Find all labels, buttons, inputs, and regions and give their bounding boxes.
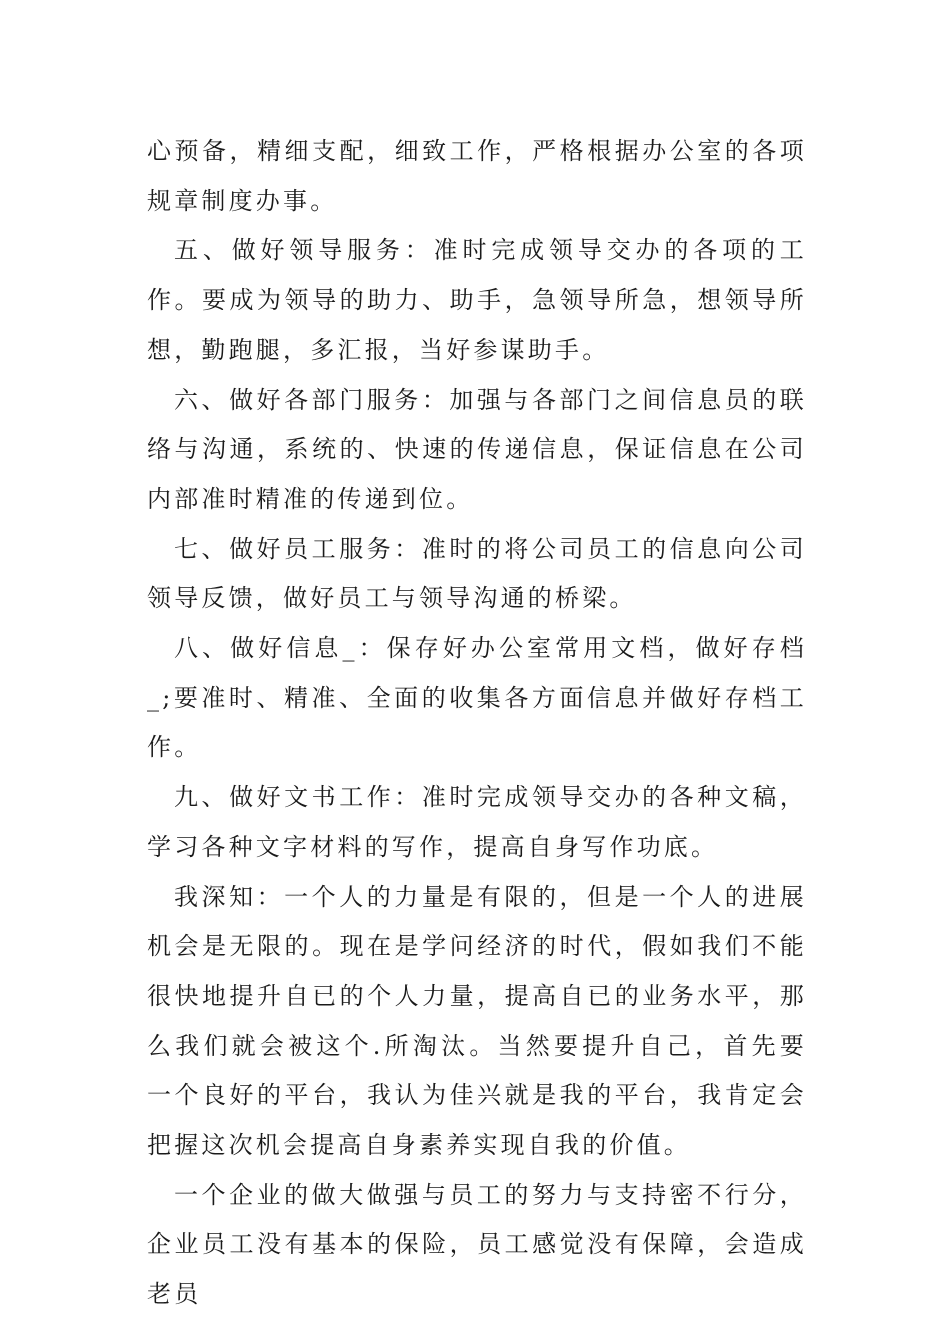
paragraph-8: 一个企业的做大做强与员工的努力与支持密不行分，企业员工没有基本的保险，员工感觉没有保障，会造成老员 <box>147 1180 807 1309</box>
paragraph-4: 七、做好员工服务：准时的将公司员工的信息向公司领导反馈，做好员工与领导沟通的桥梁。 <box>147 534 807 613</box>
paragraph-7: 我深知：一个人的力量是有限的，但是一个人的进展机会是无限的。现在是学问经济的时代，假如我们不能很快地提升自已的个人力量，提高自已的业务水平，那么我们就会被这个.所淘汰。当然要提升自己，首先要一个良好的平台，我认为佳兴就是我的平台，我肯定会把握这次机会提高自身素养实现自我的价值。 <box>147 882 807 1160</box>
paragraph-2: 五、做好领导服务：准时完成领导交办的各项的工作。要成为领导的助力、助手，急领导所急，想领导所想，勤跑腿，多汇报，当好参谋助手。 <box>147 236 807 364</box>
document-page <box>147 127 807 1320</box>
paragraph-6: 九、做好文书工作：准时完成领导交办的各种文稿，学习各种文字材料的写作，提高自身写作功底。 <box>147 783 807 861</box>
paragraph-5: 八、做好信息_：保存好办公室常用文档，做好存档_;要准时、精准、全面的收集各方面信息并做好存档工作。 <box>147 634 807 762</box>
paragraph-3: 六、做好各部门服务：加强与各部门之间信息员的联络与沟通，系统的、快速的传递信息，保证信息在公司内部准时精准的传递到位。 <box>147 385 807 513</box>
paragraph-1: 心预备，精细支配，细致工作，严格根据办公室的各项规章制度办事。 <box>147 137 807 215</box>
